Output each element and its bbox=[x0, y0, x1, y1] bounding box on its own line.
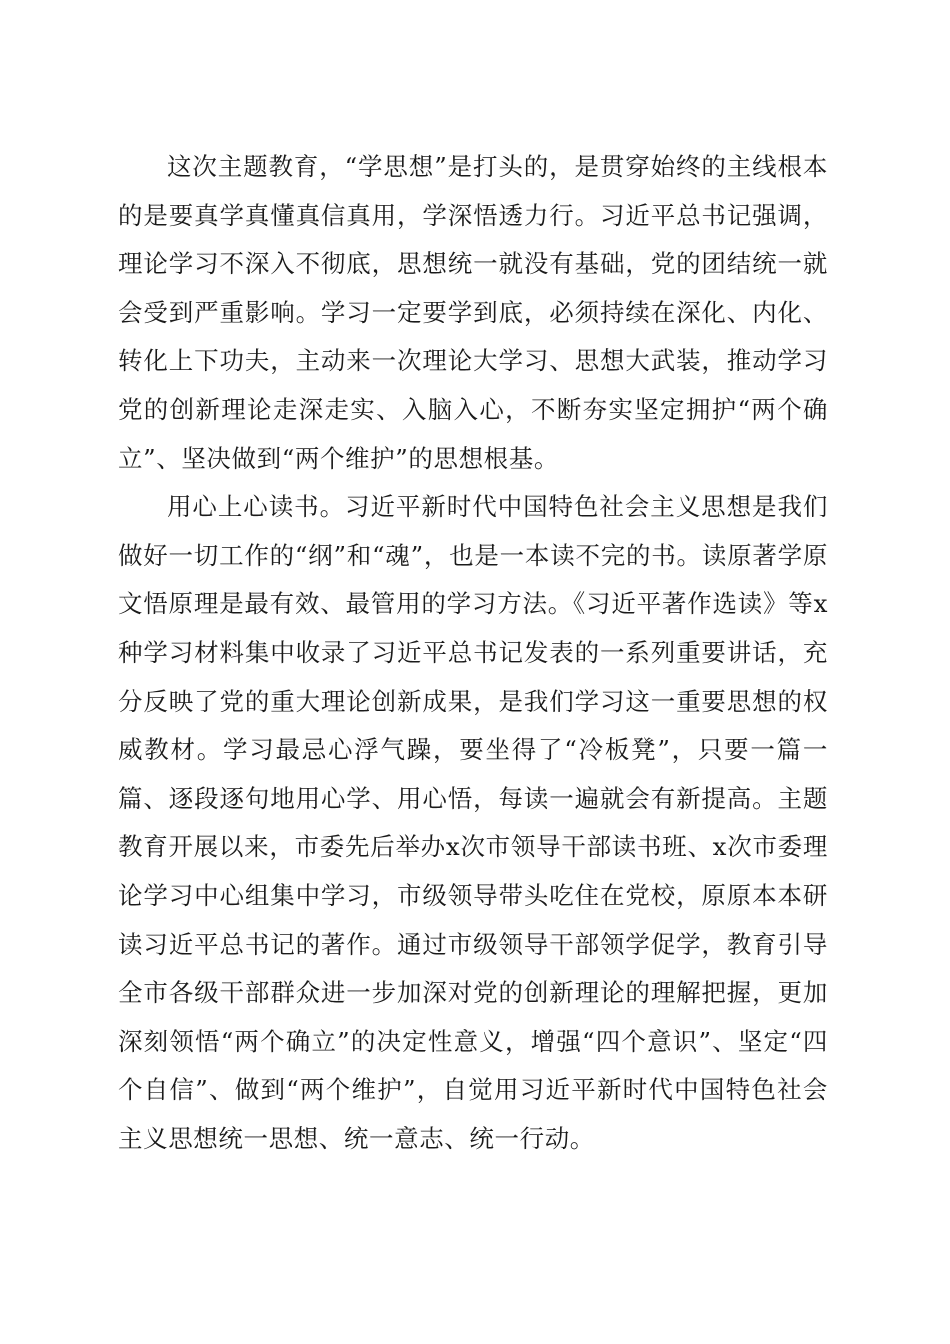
paragraph-2: 用心上心读书。习近平新时代中国特色社会主义思想是我们做好一切工作的“纲”和“魂”，也是一本读不完的书。读原著学原文悟原理是最有效、最管用的学习方法。《习近平著作选读》等x种学习材料集中收录了习近平总书记发表的一系列重要讲话，充分反映了党的重大理论创新成果，是我们学习这一重要思想的权威教材。学习最忌心浮气躁，要坐得了“冷板凳”，只要一篇一篇、逐段逐句地用心学、用心悟，每读一遍就会有新提高。主题教育开展以来，市委先后举办x次市领导干部读书班、x次市委理论学习中心组集中学习，市级领导带头吃住在党校，原原本本研读习近平总书记的著作。通过市级领导干部领学促学，教育引导全市各级干部群众进一步加深对党的创新理论的理解把握，更加深刻领悟“两个确立”的决定性意义，增强“四个意识”、坚定“四个自信”、做到“两个维护”，自觉用习近平新时代中国特色社会主义思想统一思想、统一意志、统一行动。 bbox=[118, 492, 828, 1153]
paragraph-1: 这次主题教育，“学思想”是打头的，是贯穿始终的主线根本的是要真学真懂真信真用，学深悟透力行。习近平总书记强调，理论学习不深入不彻底，思想统一就没有基础，党的团结统一就会受到严重影响。学习一定要学到底，必须持续在深化、内化、转化上下功夫，主动来一次理论大学习、思想大武装，推动学习党的创新理论走深走实、入脑入心，不断夯实坚定拥护“两个确立”、坚决做到“两个维护”的思想根基。 bbox=[118, 152, 828, 473]
document-body bbox=[118, 143, 828, 1163]
